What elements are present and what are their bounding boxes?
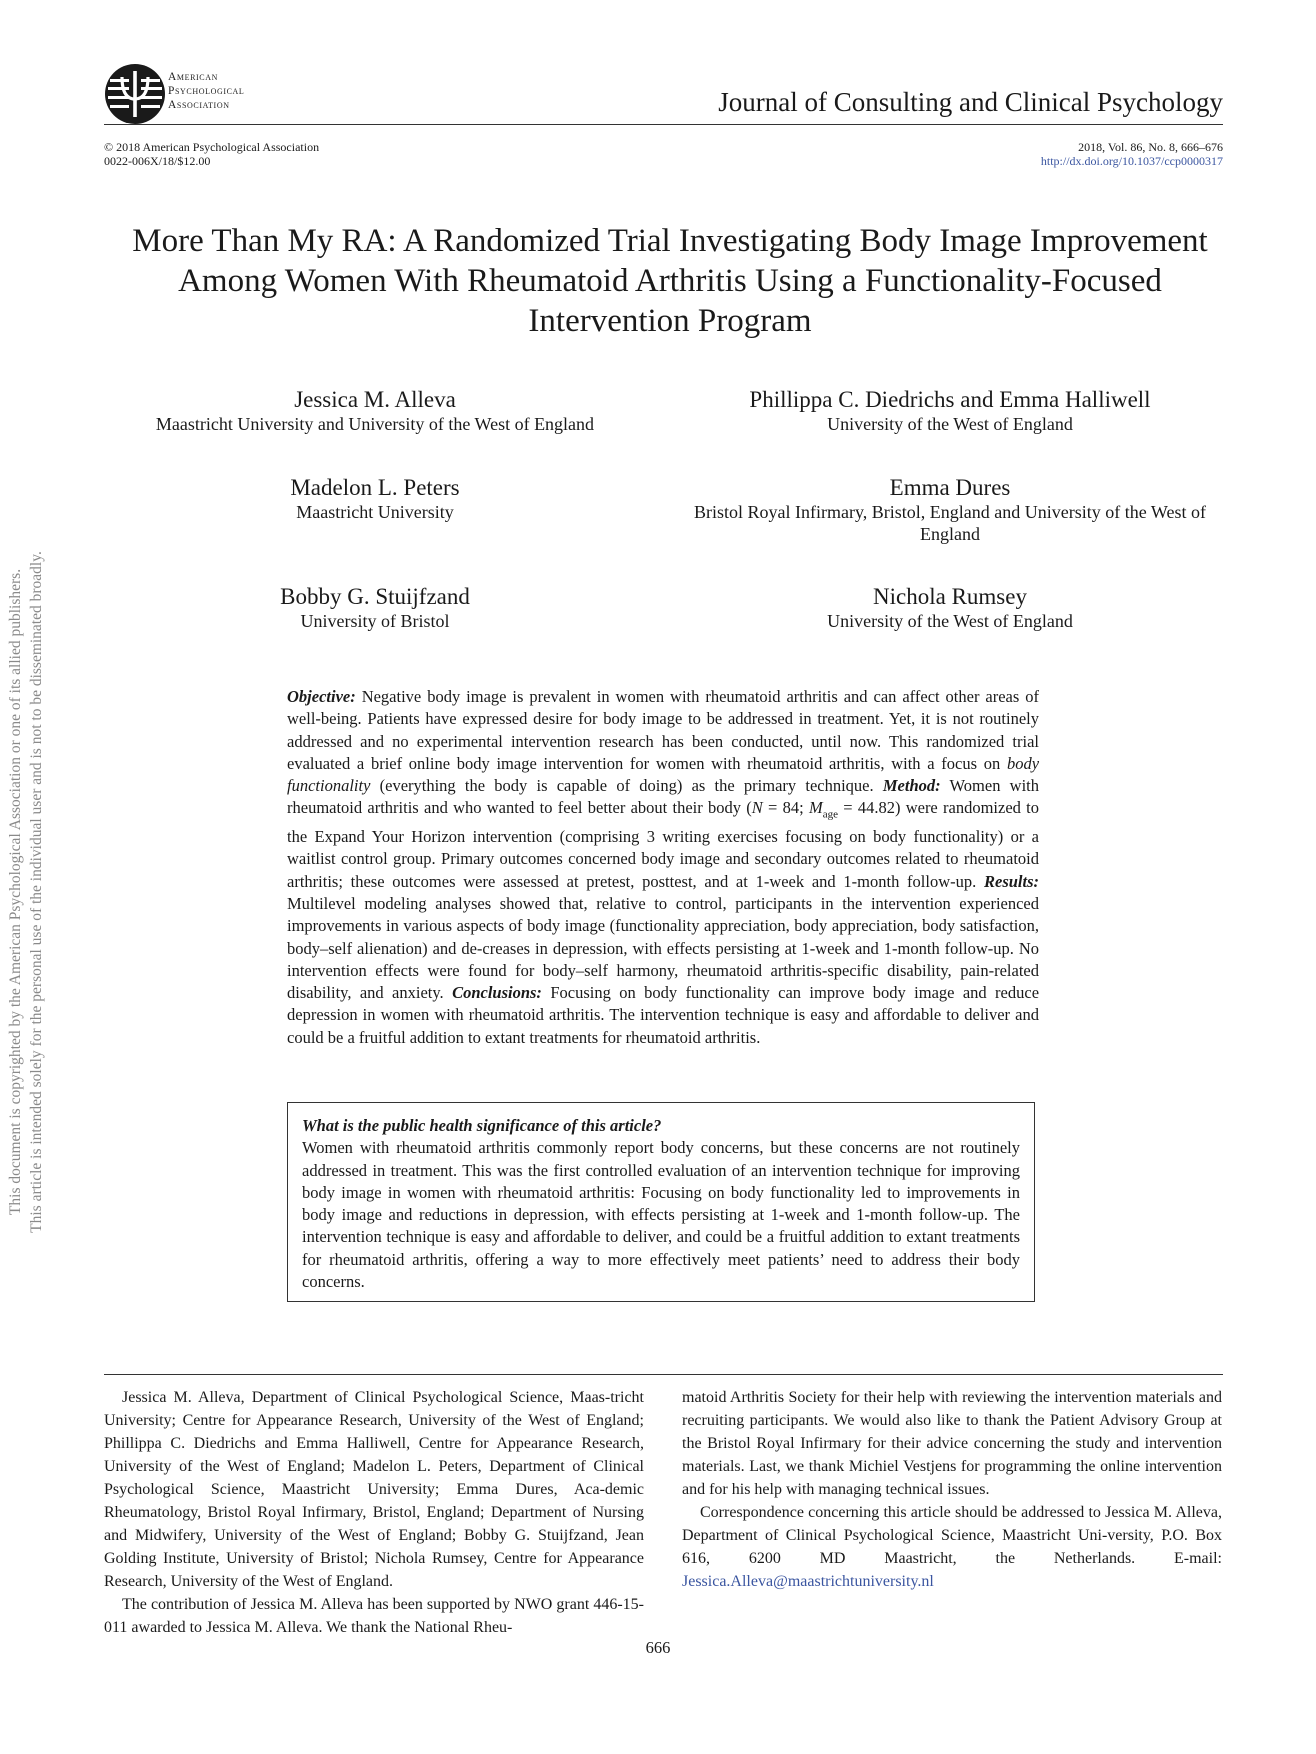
objective-label: Objective: [287, 687, 356, 706]
conclusions-text: Focusing on body functionality can improve body image and reduce depression in women with rheumatoid arthritis. The intervention technique is easy and affordable to deliver and could be a fruitful addition to extant treatments for rheumatoid arthritis. [287, 983, 1040, 1047]
abstract [287, 686, 1039, 1049]
author-name: Bobby G. Stuijfzand [280, 584, 470, 609]
author-name: Jessica M. Alleva [294, 387, 456, 412]
citation-block [1041, 140, 1223, 168]
margin-notice-line-2: This article is intended solely for the personal use of the individual user and is not to be disseminated broadly. [28, 551, 45, 1233]
m-symbol: M [808, 798, 823, 818]
significance-heading: What is the public health significance of this article? [302, 1116, 662, 1135]
author-affiliation: University of the West of England [827, 414, 1073, 434]
author-name: Nichola Rumsey [873, 584, 1027, 609]
author-note-funding: The contribution of Jessica M. Alleva has been supported by NWO grant 446-15-011 awarded to Jessica M. Alleva. We thank the National Rheu- [104, 1596, 644, 1636]
objective-text: Negative body image is prevalent in women with rheumatoid arthritis and can affect other areas of well-being. Patients have expressed desire for body image to be addressed in treatment. Yet, it is not routinely addressed and no experimental intervention research has been conducted, until now. This randomized trial evaluated a brief online body image intervention for women with rheumatoid arthritis, with a focus on [287, 687, 1040, 773]
author-block [680, 475, 1220, 545]
author-name: Emma Dures [889, 475, 1011, 500]
results-text: Multilevel modeling analyses showed that, relative to control, participants in the intervention experienced improvements in various aspects of body image (functionality appreciation, body appreciation, body satisfaction, body–self alienation) and de-creases in depression, with effects persisting at 1-week and 1-month follow-up. No intervention effects were found for body–self harmony, rheumatoid arthritis-specific disability, pain-related disability, and anxiety. [287, 893, 1039, 1003]
author-affiliation: University of the West of England [827, 611, 1073, 631]
author-block [680, 584, 1220, 632]
author-affiliation: University of Bristol [300, 611, 450, 631]
author-note-affiliations: Jessica M. Alleva, Department of Clinical Psychological Science, Maas-tricht University; Centre for Appearance Research, University of the West of England; Phillippa C. Diedrichs and Emma Halliwell, Centre for Appearance Research, University of the West of England; Madelon L. Peters, Department of Clinical Psychological Science, Maastricht University; Emma Dures, Aca-demic Rheumatology, Bristol Royal Infirmary, Bristol, England; Department of Nursing and Midwifery, University of the West of England; Bobby G. Stuijfzand, Jean Golding Institute, University of Bristol; Nichola Rumsey, Centre for Appearance Research, University of the West of England. [104, 1389, 644, 1590]
author-affiliation: Bristol Royal Infirmary, Bristol, England and University of the West of England [694, 502, 1206, 544]
header-rule [104, 124, 1223, 125]
author-affiliation: Maastricht University and University of the West of England [155, 414, 595, 434]
n-value: = 84; [762, 798, 809, 818]
margin-notice-line-1: This document is copyrighted by the American Psychological Association or one of its allied publishers. [7, 568, 24, 1216]
method-text: Women with rheumatoid arthritis and who wanted to feel better about their body ( [287, 776, 1039, 818]
conclusions-label: Conclusions: [452, 983, 542, 1003]
issn-line: 0022-006X/18/$12.00 [104, 154, 211, 168]
footnote-column-left [104, 1386, 644, 1639]
n-symbol: N [751, 798, 763, 818]
author-block [680, 387, 1220, 435]
publisher-name: American Psychological Association [168, 71, 245, 111]
author-name: Phillippa C. Diedrichs and Emma Halliwell [749, 387, 1151, 412]
copyright-block [104, 140, 319, 168]
author-block [105, 475, 645, 523]
footnote-column-right [682, 1386, 1222, 1593]
method-label: Method: [882, 776, 941, 796]
copyright-line: © 2018 American Psychological Association [104, 140, 320, 154]
significance-box [287, 1102, 1035, 1302]
doi-link[interactable]: http://dx.doi.org/10.1037/ccp0000317 [1040, 154, 1223, 168]
apa-logo [104, 63, 166, 125]
footnote-rule [104, 1374, 1223, 1375]
copyright-margin-notice [5, 492, 47, 1292]
author-note-funding-cont: matoid Arthritis Society for their help with reviewing the intervention materials and recruiting participants. We would also like to thank the Patient Advisory Group at the Bristol Royal Infirmary for their advice concerning the study and intervention materials. Last, we thank Michiel Vestjens for programming the online intervention and for his help with managing technical issues. [682, 1389, 1222, 1498]
correspondence-text: Correspondence concerning this article should be addressed to Jessica M. Alleva, Department of Clinical Psychological Science, Maastricht Uni-versity, P.O. Box 616, 6200 MD Maastricht, the Netherlands. E-mail: [682, 1504, 1222, 1567]
author-block [105, 584, 645, 632]
email-link[interactable]: Jessica.Alleva@maastrichtuniversity.nl [682, 1573, 934, 1590]
m-subscript: age [822, 808, 838, 821]
significance-text: Women with rheumatoid arthritis commonly report body concerns, but these concerns are not routinely addressed in treatment. This was the first controlled evaluation of an intervention technique for improving body image in women with rheumatoid arthritis: Focusing on body functionality led to improvements in body image and reductions in depression, with effects persisting at 1-week and 1-month follow-up. The intervention technique is easy and affordable to deliver, and could be a fruitful addition to extant treatments for rheumatoid arthritis, offering a way to more effectively meet patients’ need to address their body concerns. [302, 1138, 1020, 1292]
volume-line: 2018, Vol. 86, No. 8, 666–676 [1078, 140, 1223, 154]
article-title: More Than My RA: A Randomized Trial Investigating Body Image Improvement Among Women With Rheumatoid Arthritis Using a Functionality-Focused Intervention Program [132, 223, 1208, 339]
objective-text-cont: (everything the body is capable of doing) as the primary technique. [379, 776, 874, 796]
author-block [105, 387, 645, 435]
objective-term: body functionality [287, 753, 1040, 796]
method-text-cont: = 44.82) were randomized to the Expand Your Horizon intervention (comprising 3 writing exercises focusing on body functionality) or a waitlist control group. Primary outcomes concerned body image and secondary outcomes related to rheumatoid arthritis; these outcomes were assessed at pretest, posttest, and at 1-week and 1-month follow-up. [287, 798, 1040, 891]
results-label: Results: [983, 871, 1039, 891]
author-name: Madelon L. Peters [290, 475, 460, 500]
page-number: 666 [645, 1638, 671, 1657]
journal-name: Journal of Consulting and Clinical Psychology [718, 87, 1223, 117]
correspondence-note [682, 1501, 1222, 1593]
author-affiliation: Maastricht University [296, 502, 454, 522]
